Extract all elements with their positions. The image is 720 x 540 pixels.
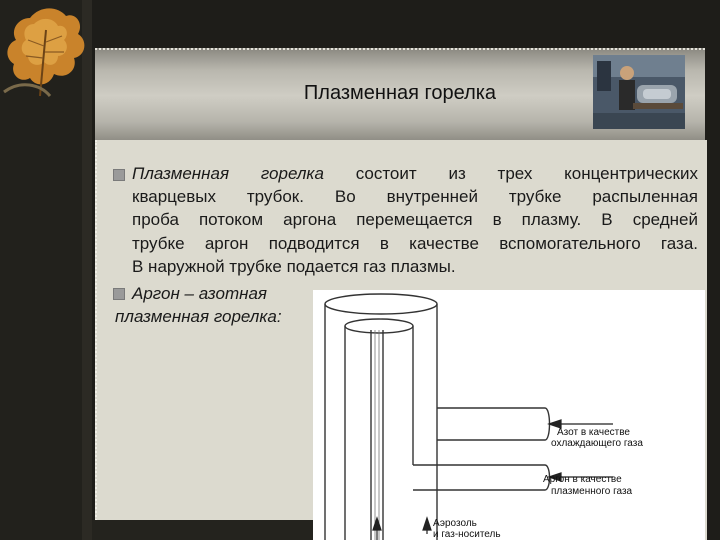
paragraph-line: кварцевых трубок. Во внутренней трубке распыленная (132, 187, 698, 207)
bullet-paragraph-1 (132, 162, 698, 278)
label-aerosol-line1: Аэрозоль (433, 518, 477, 529)
line-text: состоит из трех концентрических (323, 164, 698, 183)
bullet-paragraph-2-line1: Аргон – азотная (132, 284, 267, 303)
bullet-marker (113, 169, 125, 181)
label-nitrogen-line2: охлаждающего газа (551, 438, 643, 449)
bottom-decor-strip (92, 520, 313, 540)
paragraph-line: проба потоком аргона перемещается в плазму. В средней (132, 210, 698, 230)
paragraph-line: В наружной трубке подается газ плазмы. (132, 256, 456, 276)
label-argon-line2: плазменного газа (551, 486, 633, 497)
page-title: Плазменная горелка (303, 82, 497, 104)
plasma-torch-diagram (313, 290, 705, 540)
paragraph-line: трубке аргон подводится в качестве вспомогательного газа. (132, 233, 698, 253)
paragraph-line (132, 162, 698, 185)
italic-term: Плазменная горелка (132, 164, 324, 183)
autumn-leaf-icon (0, 0, 92, 110)
bullet-marker (113, 288, 125, 300)
label-nitrogen-line1: Азот в качестве (557, 427, 630, 438)
bullet-paragraph-2-line2: плазменная горелка: (115, 307, 282, 326)
label-aerosol-line2: и газ-носитель (433, 529, 501, 540)
photo-lab-equipment (593, 55, 685, 129)
label-argon-line1: Аргон в качестве (543, 474, 622, 485)
